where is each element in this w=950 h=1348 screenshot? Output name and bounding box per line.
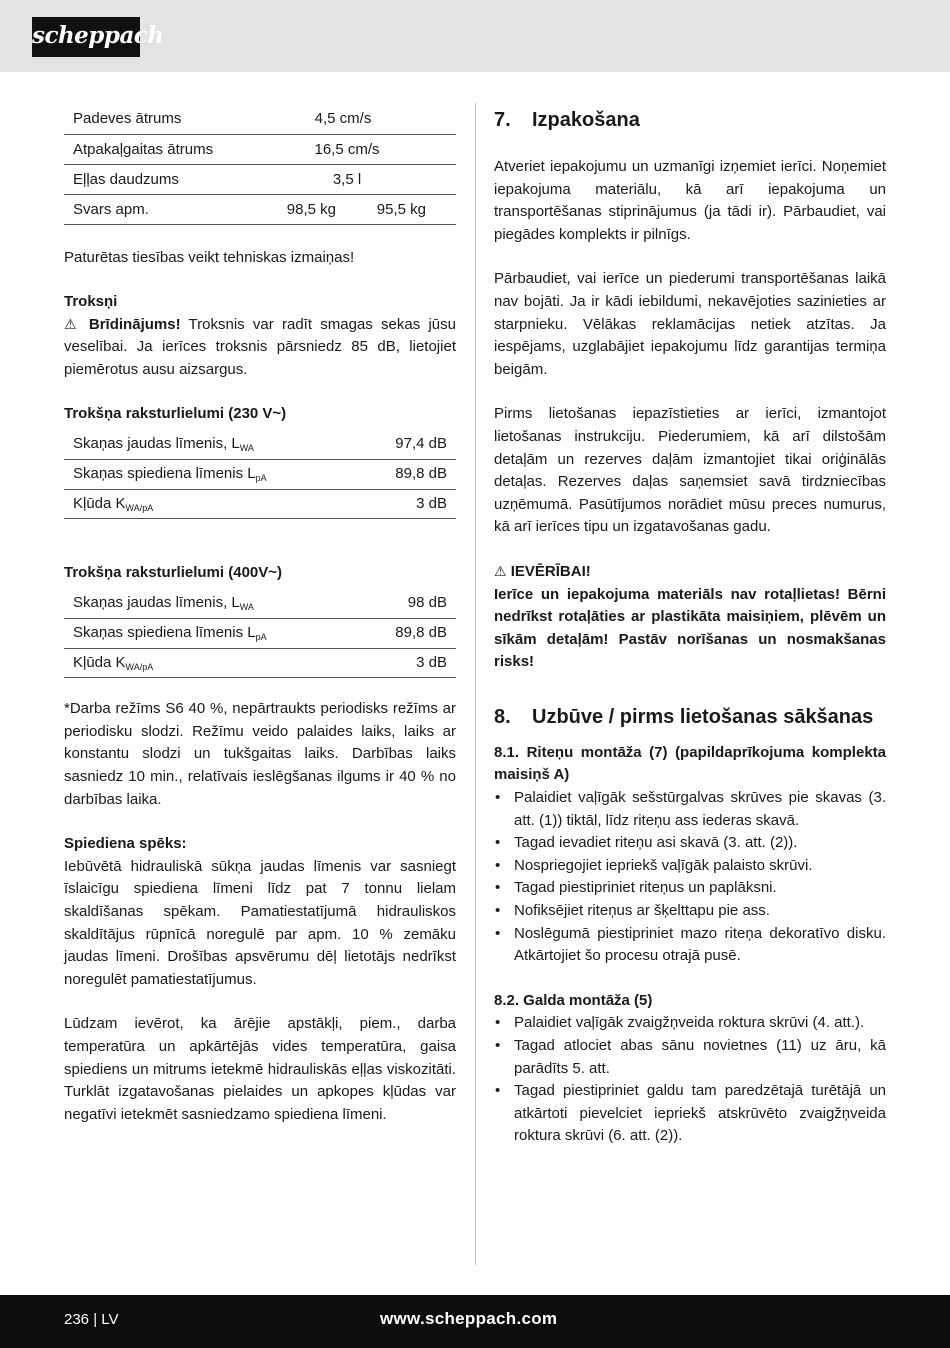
list-item: • Nofiksējiet riteņus ar šķelttapu pie ass. <box>494 900 886 923</box>
page-footer <box>0 1295 950 1348</box>
conditions-text: Lūdzam ievērot, ka ārējie apstākļi, piem., darba temperatūra un apkārtējās vides temperatūra, gaisa spiediens un mitrums ietekmē hidrauliskās eļļas viskozitāti. Turklāt izgatavošanas pielaides un apkopes kļūdas var negatīvi ietekmēt sasniedzamo spiediena līmeni. <box>64 1015 456 1123</box>
table-row <box>64 194 456 224</box>
spec-label: Eļļas daudzums <box>64 164 260 194</box>
scheppach-logo: scheppach <box>32 17 140 57</box>
table-row <box>64 430 456 460</box>
noise-value: 3 dB <box>366 489 456 519</box>
noise-label: Skaņas jaudas līmenis, $L_{WA}$ <box>64 589 366 619</box>
pressure-text: Iebūvētā hidrauliskā sūkņa jaudas līmenis var sasniegt īslaicīgu spiediena līmeni līdz pat 7 tonnu lielam skaldīšanas spēkam. Pamatiestatījumā hidrauliskos skaldītājus rūpnīcā noregulē par apm. 10 % zemāku jaudas līmeni. Drošības apsvērumu dēļ lietotājs nedrīkst noregulēt pamatiestatījumus. <box>64 857 456 988</box>
noise-value: 98 dB <box>366 589 456 619</box>
section-8-1-list <box>494 787 886 968</box>
table-row <box>64 104 456 134</box>
warning-icon: ⚠ <box>64 316 81 333</box>
section-8-heading: 8. Uzbūve / pirms lietošanas sākšanas <box>494 705 874 728</box>
noise-value: 89,8 dB <box>366 460 456 490</box>
noise-value: 97,4 dB <box>366 430 456 460</box>
list-item: • Tagad piestipriniet riteņus un paplāksni. <box>494 877 886 900</box>
noise-value: 3 dB <box>366 648 456 678</box>
spec-value-a: 98,5 kg <box>260 194 336 224</box>
noise-heading: Troksņi <box>64 293 118 311</box>
warning-icon: ⚠ <box>494 563 507 580</box>
spec-label: Padeves ātrums <box>64 104 260 134</box>
list-item: • Palaidiet vaļīgāk zvaigžņveida roktura skrūvi (4. att.). <box>494 1012 886 1035</box>
spec-value: 16,5 cm/s <box>260 134 456 164</box>
warning-text: Troksnis var radīt smagas sekas jūsu veselībai. Ja ierīces troksnis pārsniedz 85 dB, lietojiet piemērotus ausu aizsargus. <box>64 315 456 378</box>
column-divider <box>475 103 476 1265</box>
noise-label: Skaņas spiediena līmenis $L_{pA}$ <box>64 619 366 649</box>
list-item: • Nospriegojiet iepriekš vaļīgāk palaisto skrūvi. <box>494 855 886 878</box>
section-7-paragraph: Pārbaudiet, vai ierīce un piederumi transportēšanas laikā nav bojāti. Ja ir kādi iebildumi, nekavējoties sazinieties ar starpnieku. Vēlākas reklamācijas netiek atzītas. Ja iespējams, uzglabājiet iepakojumu līdz garantijas termiņa beigām. <box>494 270 886 378</box>
noise-label: Kļūda $K_{WA/pA}$ <box>64 489 366 519</box>
list-item: • Tagad piestipriniet galdu tam paredzētajā turētājā un atkārtoti pievelciet iepriekš atskrūvēto zvaigžņveida roktura skrūvi (6. att. (2)). <box>494 1080 886 1148</box>
page-header <box>0 0 950 72</box>
attention-text: Ierīce un iepakojuma materiāls nav rotaļlietas! Bērni nedrīkst rotaļāties ar plastikāta maisiņiem, plēvēm un sīkām detaļām! Pastāv norīšanas un nosmakšanas risks! <box>494 585 886 671</box>
spec-table <box>64 104 456 225</box>
section-8-1-heading: 8.1. Riteņu montāža (7) (papildaprīkojuma komplekta maisiņš A) <box>494 743 886 784</box>
list-item: • Tagad atlociet abas sānu novietnes (11) uz āru, kā parādīts 5. att. <box>494 1035 886 1080</box>
table-row <box>64 460 456 490</box>
website-url: www.scheppach.com <box>380 1309 558 1328</box>
spec-value: 3,5 l <box>260 164 456 194</box>
list-item: • Noslēgumā piestipriniet mazo riteņa dekoratīvo disku. Atkārtojiet šo procesu otrajā pusē. <box>494 923 886 968</box>
attention-heading: ⚠ IEVĒRĪBAI! <box>494 562 591 580</box>
spec-label: Atpakaļgaitas ātrums <box>64 134 260 164</box>
spec-value-b: 95,5 kg <box>336 194 456 224</box>
noise400-table <box>64 589 456 678</box>
noise230-table <box>64 430 456 519</box>
pressure-heading: Spiediena spēks: <box>64 835 187 853</box>
noise-label: Skaņas spiediena līmenis $L_{pA}$ <box>64 460 366 490</box>
table-row <box>64 648 456 678</box>
spec-value: 4,5 cm/s <box>260 104 456 134</box>
right-column <box>494 104 886 1148</box>
table-row <box>64 164 456 194</box>
list-item: • Tagad ievadiet riteņu asi skavā (3. att. (2)). <box>494 832 886 855</box>
section-8-2-list <box>494 1012 886 1148</box>
noise-label: Skaņas jaudas līmenis, $L_{WA}$ <box>64 430 366 460</box>
section-7-heading: 7. Izpakošana <box>494 109 640 131</box>
rights-note: Paturētas tiesības veikt tehniskas izmaiņas! <box>64 248 355 266</box>
table-row <box>64 489 456 519</box>
spec-label: Svars apm. <box>64 194 260 224</box>
list-item: • Palaidiet vaļīgāk sešstūrgalvas skrūves pie skavas (3. att. (1)) tiktāl, līdz riteņu ass iederas skavā. <box>494 787 886 832</box>
left-column <box>64 104 456 1126</box>
page-number: 236 | LV <box>64 1311 119 1328</box>
noise-warning <box>64 314 456 382</box>
section-8-2-heading: 8.2. Galda montāža (5) <box>494 991 653 1009</box>
duty-note: *Darba režīms S6 40 %, nepārtraukts periodisks režīms ar periodisku slodzi. Režīmu veido palaides laiks, laiks ar konstantu slodzi un tukšgaitas laiks. Darbības laiks sasniedz 10 min., relatīvais ieslēgšanas ilgums ir 40 % no darbības laika. <box>64 700 456 808</box>
table-row <box>64 619 456 649</box>
section-7-paragraph: Atveriet iepakojumu un uzmanīgi izņemiet ierīci. Noņemiet iepakojuma materiālu, kā arī iepakojuma un transportēšanas stiprinājumus (ja tādi ir). Pārbaudiet, vai piegādes komplekts ir pilnīgs. <box>494 158 886 243</box>
noise-value: 89,8 dB <box>366 619 456 649</box>
section-7-paragraph: Pirms lietošanas iepazīstieties ar ierīci, izmantojot lietošanas instrukciju. Piederumiem, kā arī dilstošām detaļām un rezerves daļām izmantojiet tikai oriģinālās detaļas. Rezerves daļas saņemsiet savā tirdzniecības uzņēmumā. Pasūtījumos norādiet mūsu preces numurus, kā arī ierīces tipu un izgatavošanas gadu. <box>494 405 886 536</box>
table-row <box>64 134 456 164</box>
noise400-title: Trokšņa raksturlielumi (400V~) <box>64 564 283 582</box>
warning-label: Brīdinājums! <box>88 315 181 333</box>
noise-label: Kļūda $K_{WA/pA}$ <box>64 648 366 678</box>
table-row <box>64 589 456 619</box>
noise230-title: Trokšņa raksturlielumi (230 V~) <box>64 405 287 423</box>
